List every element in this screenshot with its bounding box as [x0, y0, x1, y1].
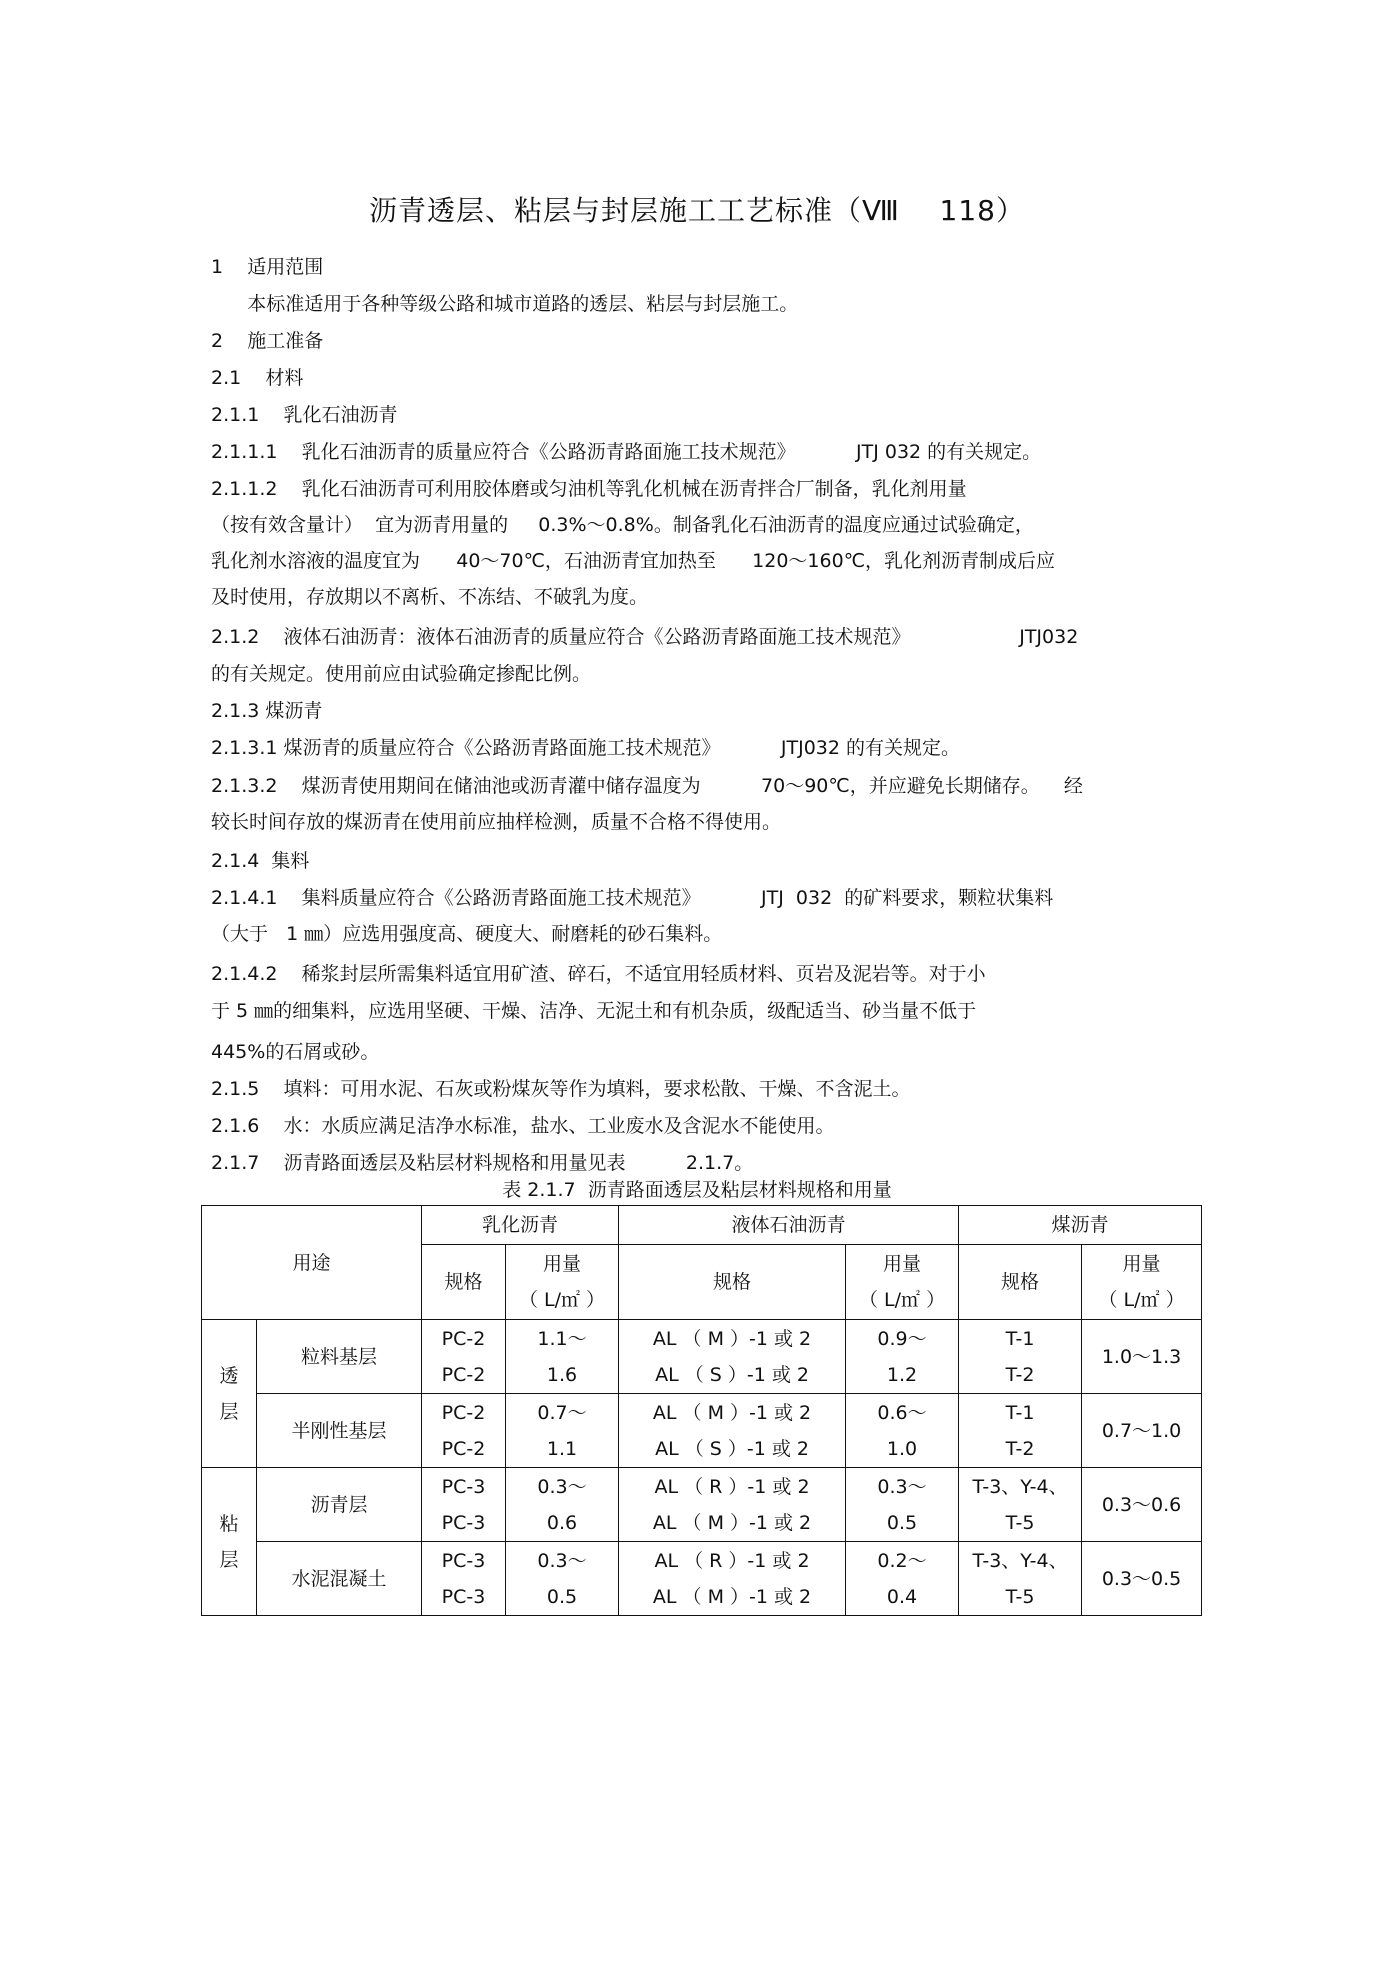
group-label-char: 层: [219, 1548, 239, 1571]
cell-line: 0.7～: [537, 1401, 587, 1424]
text-line: 2.1.4.1 集料质量应符合《公路沥青路面施工技术规范》 JTJ 032 的矿料要求，颗粒状集料: [211, 887, 1054, 909]
cell-line: 0.9～: [877, 1327, 927, 1350]
cell-line: 1.2: [886, 1363, 918, 1386]
table-cell: [959, 1468, 1082, 1542]
header-amount-label: 用量: [883, 1253, 922, 1275]
header-amount: [506, 1245, 619, 1320]
text-line: 2.1.6 水：水质应满足洁净水标准，盐水、工业废水及含泥水不能使用。: [211, 1115, 835, 1137]
cell-line: PC-2: [441, 1363, 486, 1386]
header-amount: [1082, 1245, 1202, 1320]
cell-line: T-1: [1005, 1327, 1035, 1350]
table-cell: [422, 1320, 506, 1394]
cell-line: 0.4: [886, 1585, 918, 1608]
cell-line: 0.6～: [877, 1401, 927, 1424]
text-line: 2.1.1.1 乳化石油沥青的质量应符合《公路沥青路面施工技术规范》 JTJ 032 的有关规定。: [211, 441, 1042, 463]
header-unit: （ L/㎡ ）: [859, 1289, 946, 1311]
cell-line: PC-3: [441, 1511, 486, 1534]
cell-line: 0.5: [546, 1585, 578, 1608]
table-cell: [506, 1468, 619, 1542]
group-label: [202, 1320, 257, 1468]
cell-line: T-2: [1005, 1437, 1035, 1460]
cell-line: PC-2: [441, 1401, 486, 1424]
cell-line: AL （ M ）-1 或 2: [652, 1511, 812, 1534]
header-amount-label: 用量: [543, 1253, 582, 1275]
header-use: 用途: [202, 1206, 422, 1320]
text-line: 2.1.1.2 乳化石油沥青可利用胶体磨或匀油机等乳化机械在沥青拌合厂制备，乳化剂用量: [211, 478, 967, 500]
cell-line: AL （ S ）-1 或 2: [655, 1437, 809, 1460]
text-line: （大于 1 ㎜）应选用强度高、硬度大、耐磨耗的砂石集料。: [211, 923, 723, 945]
cell-line: PC-3: [441, 1549, 486, 1572]
table-cell: [846, 1320, 959, 1394]
table-cell: [619, 1394, 846, 1468]
subgroup-label: 沥青层: [257, 1468, 422, 1542]
cell-line: 0.2～: [877, 1549, 927, 1572]
cell-line: AL （ S ）-1 或 2: [655, 1363, 809, 1386]
text-line: 于 5 ㎜的细集料，应选用坚硬、干燥、洁净、无泥土和有机杂质，级配适当、砂当量不低于: [211, 1000, 977, 1022]
text-line: 及时使用，存放期以不离析、不冻结、不破乳为度。: [211, 586, 649, 608]
cell-line: 1.6: [546, 1363, 578, 1386]
text-line: 2 施工准备: [211, 330, 324, 352]
header-coal-tar: 煤沥青: [959, 1206, 1202, 1245]
header-spec: 规格: [959, 1245, 1082, 1320]
text-line: 2.1 材料: [211, 367, 304, 389]
text-line: 1 适用范围: [211, 256, 324, 278]
table-cell: [846, 1394, 959, 1468]
table-cell: [619, 1320, 846, 1394]
header-liquid-asphalt: 液体石油沥青: [619, 1206, 959, 1245]
cell-line: AL （ M ）-1 或 2: [652, 1401, 812, 1424]
table-caption: 表 2.1.7 沥青路面透层及粘层材料规格和用量: [502, 1179, 892, 1201]
cell-line: T-2: [1005, 1363, 1035, 1386]
cell-line: 0.3～: [537, 1475, 587, 1498]
cell-line: T-1: [1005, 1401, 1035, 1424]
text-line: 2.1.2 液体石油沥青：液体石油沥青的质量应符合《公路沥青路面施工技术规范》 JTJ032: [211, 626, 1079, 648]
header-spec: 规格: [422, 1245, 506, 1320]
text-line: 445%的石屑或砂。: [211, 1041, 380, 1063]
table-cell: 0.3～0.5: [1082, 1542, 1202, 1616]
text-line: 乳化剂水溶液的温度宜为 40～70℃，石油沥青宜加热至 120～160℃，乳化剂沥青制成后应: [211, 550, 1056, 572]
subgroup-label: 水泥混凝土: [257, 1542, 422, 1616]
text-line: 2.1.4.2 稀浆封层所需集料适宜用矿渣、碎石，不适宜用轻质材料、页岩及泥岩等。对于小: [211, 963, 986, 985]
table-cell: [422, 1394, 506, 1468]
header-spec: 规格: [619, 1245, 846, 1320]
cell-line: PC-2: [441, 1437, 486, 1460]
table-cell: [506, 1320, 619, 1394]
material-spec-table: [201, 1205, 1202, 1616]
cell-line: T-5: [1005, 1511, 1035, 1534]
cell-line: 0.6: [546, 1511, 578, 1534]
cell-line: 1.1～: [537, 1327, 587, 1350]
cell-line: AL （ R ）-1 或 2: [654, 1475, 810, 1498]
header-unit: （ L/㎡ ）: [1098, 1289, 1185, 1311]
table-cell: [422, 1542, 506, 1616]
cell-line: AL （ M ）-1 或 2: [652, 1585, 812, 1608]
text-line: 较长时间存放的煤沥青在使用前应抽样检测，质量不合格不得使用。: [211, 811, 782, 833]
cell-line: 0.3～: [877, 1475, 927, 1498]
text-line: （按有效含量计） 宜为沥青用量的 0.3%～0.8%。制备乳化石油沥青的温度应通过试验确定，: [211, 514, 1034, 536]
cell-line: AL （ R ）-1 或 2: [654, 1549, 810, 1572]
subgroup-label: 半刚性基层: [257, 1394, 422, 1468]
cell-line: PC-2: [441, 1327, 486, 1350]
table-cell: [959, 1320, 1082, 1394]
table-cell: 1.0～1.3: [1082, 1320, 1202, 1394]
cell-line: AL （ M ）-1 或 2: [652, 1327, 812, 1350]
table-cell: [846, 1468, 959, 1542]
cell-line: T-3、Y-4、: [972, 1549, 1068, 1572]
cell-line: PC-3: [441, 1475, 486, 1498]
header-emulsified-asphalt: 乳化沥青: [422, 1206, 619, 1245]
cell-line: 0.3～: [537, 1549, 587, 1572]
text-line: 2.1.4 集料: [211, 850, 310, 872]
table-cell: 0.3～0.6: [1082, 1468, 1202, 1542]
cell-line: T-5: [1005, 1585, 1035, 1608]
table-cell: [619, 1542, 846, 1616]
text-line: 2.1.3.1 煤沥青的质量应符合《公路沥青路面施工技术规范》 JTJ032 的有关规定。: [211, 737, 961, 759]
group-label-char: 透: [219, 1364, 239, 1387]
cell-line: 1.0: [886, 1437, 918, 1460]
header-amount: [846, 1245, 959, 1320]
cell-line: 1.1: [546, 1437, 578, 1460]
header-unit: （ L/㎡ ）: [518, 1289, 606, 1311]
table-cell: [959, 1542, 1082, 1616]
cell-line: 0.5: [886, 1511, 918, 1534]
table-cell: [959, 1394, 1082, 1468]
table-cell: [619, 1468, 846, 1542]
text-line: 2.1.1 乳化石油沥青: [211, 404, 398, 426]
cell-line: T-3、Y-4、: [972, 1475, 1068, 1498]
table-cell: [506, 1394, 619, 1468]
text-line: 2.1.5 填料：可用水泥、石灰或粉煤灰等作为填料，要求松散、干燥、不含泥土。: [211, 1078, 911, 1100]
subgroup-label: 粒料基层: [257, 1320, 422, 1394]
header-amount-label: 用量: [1122, 1253, 1161, 1275]
text-line: 2.1.7 沥青路面透层及粘层材料规格和用量见表 2.1.7。: [211, 1152, 754, 1174]
text-line: 2.1.3 煤沥青: [211, 700, 323, 722]
table-cell: [422, 1468, 506, 1542]
text-line: 本标准适用于各种等级公路和城市道路的透层、粘层与封层施工。: [211, 293, 799, 315]
group-label-char: 层: [219, 1400, 239, 1423]
cell-line: PC-3: [441, 1585, 486, 1608]
group-label: [202, 1468, 257, 1616]
table-cell: 0.7～1.0: [1082, 1394, 1202, 1468]
page-title: 沥青透层、粘层与封层施工工艺标准（Ⅷ 118）: [369, 194, 1025, 227]
table-cell: [846, 1542, 959, 1616]
table-cell: [506, 1542, 619, 1616]
text-line: 2.1.3.2 煤沥青使用期间在储油池或沥青灌中储存温度为 70～90℃，并应避免长期储存。 经: [211, 775, 1083, 797]
group-label-char: 粘: [219, 1512, 239, 1535]
text-line: 的有关规定。使用前应由试验确定掺配比例。: [211, 663, 592, 685]
